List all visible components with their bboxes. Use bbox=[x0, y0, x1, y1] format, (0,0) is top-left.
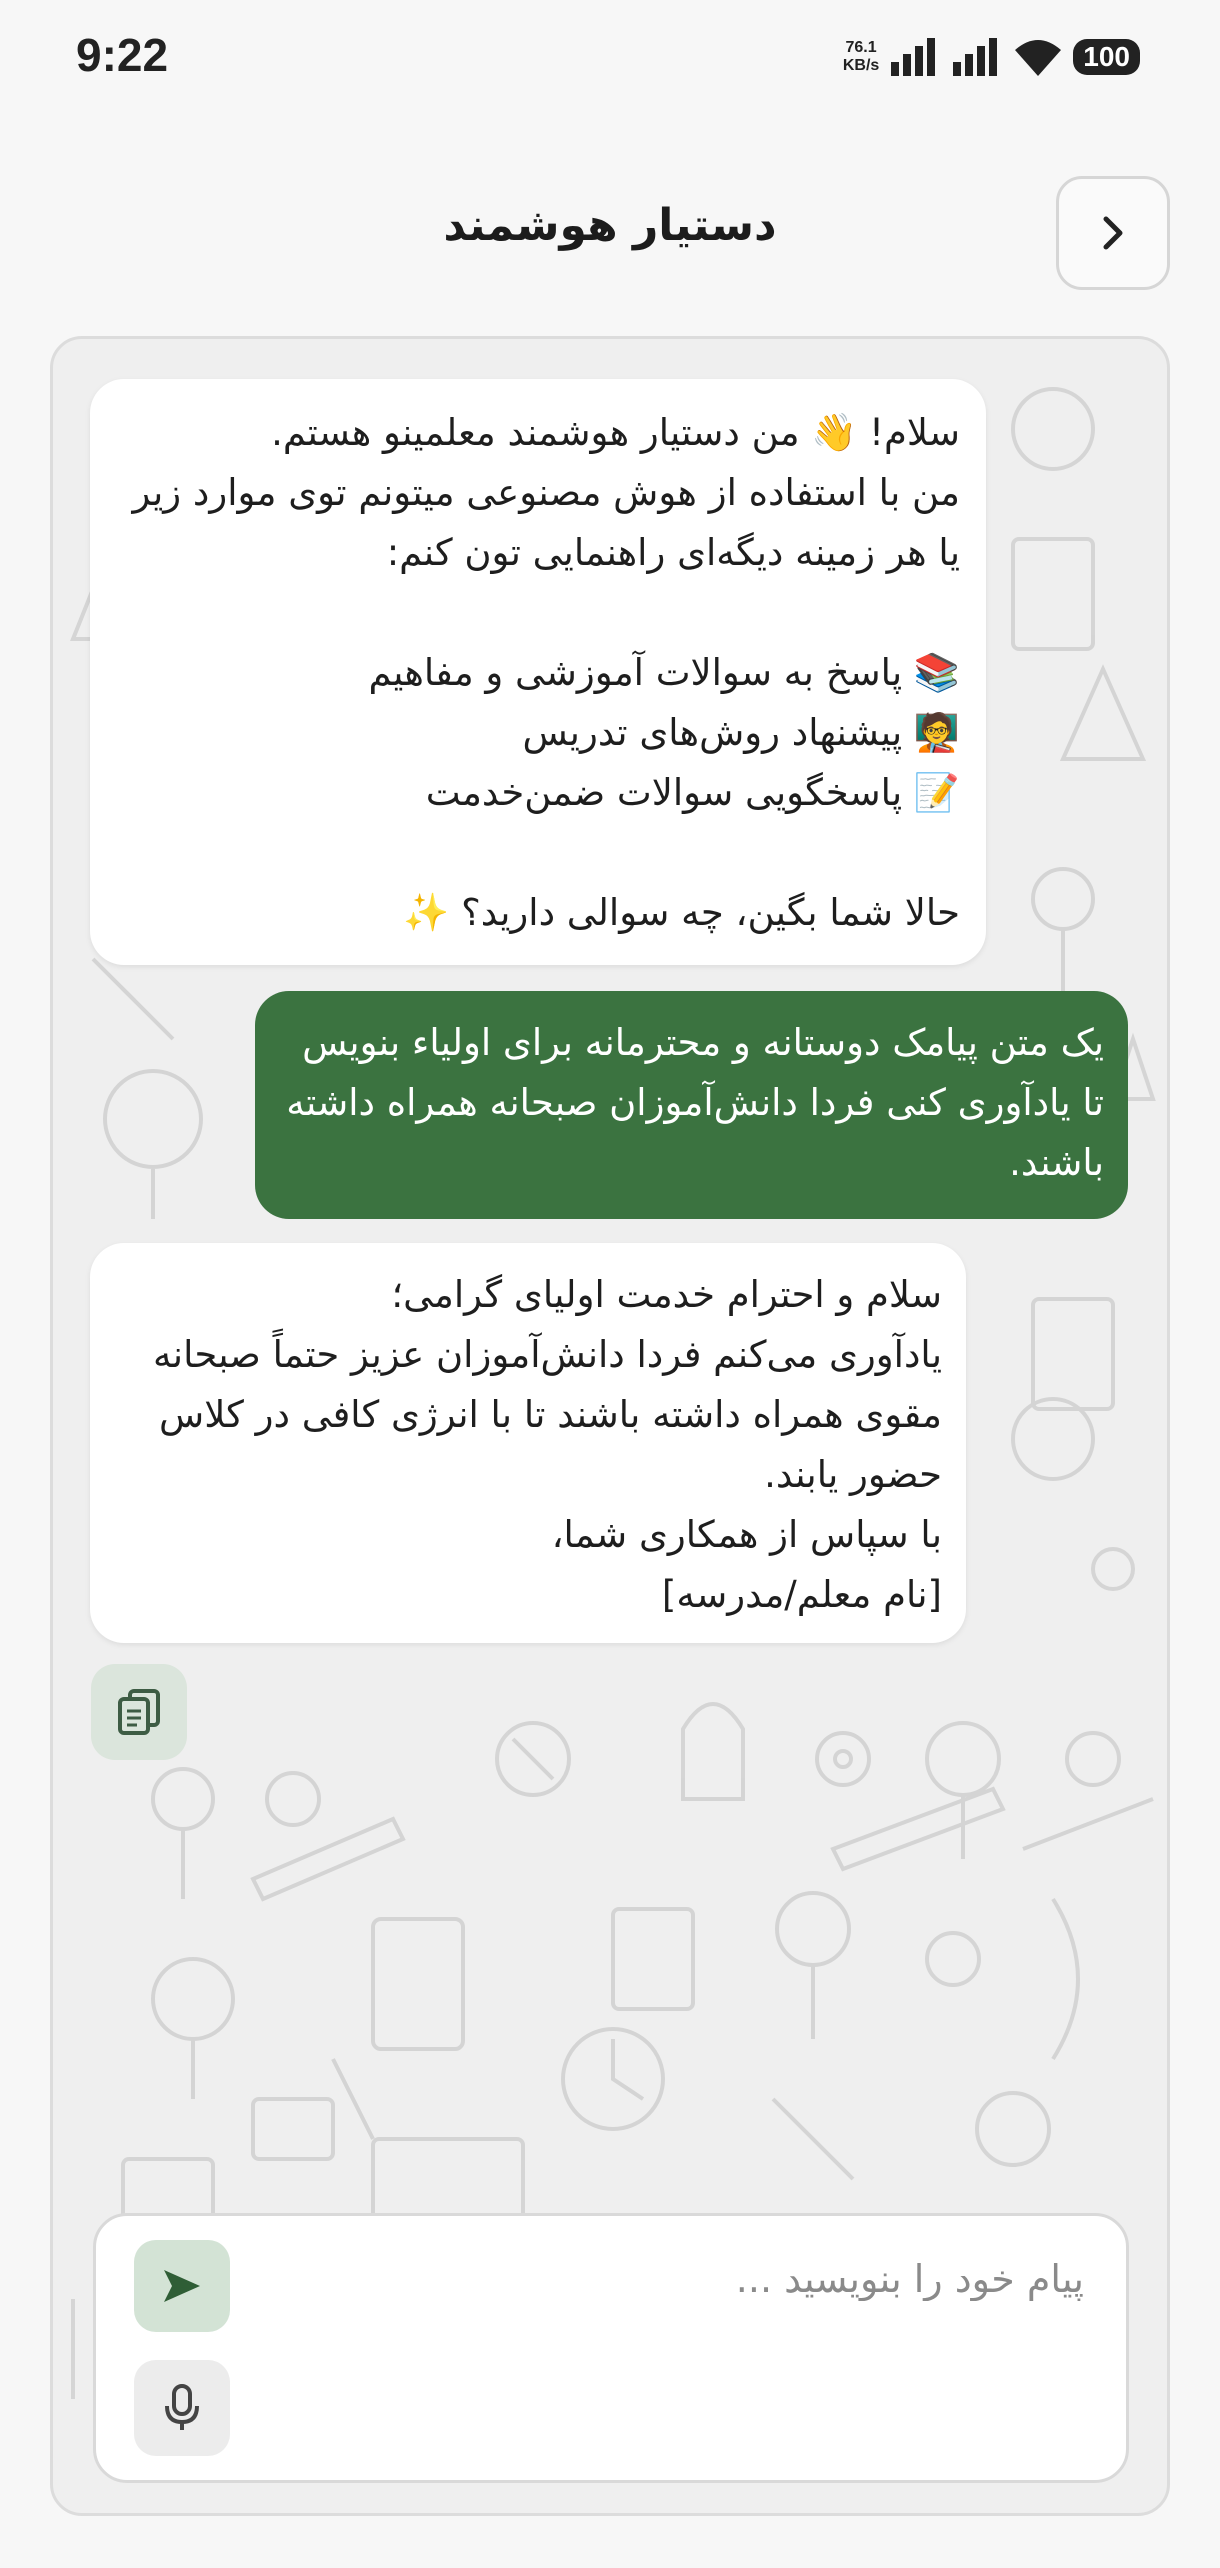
message-bubble-bot: سلام! 👋 من دستیار هوشمند معلمینو هستم. من با استفاده از هوش مصنوعی میتونم توی موارد زیر یا هر زمینه دیگه‌ای راهنمایی تون کنم: 📚 پاسخ به سوالات آموزشی و مفاهیم 🧑‍🏫 پیشنهاد روش‌های تدریس 📝 پاسخگویی سوالات ضمن‌خدمت حالا شما بگین، چه سوالی دارید؟ ✨ bbox=[90, 379, 986, 965]
microphone-button[interactable] bbox=[134, 2360, 230, 2456]
battery-icon: 100 bbox=[1073, 39, 1140, 75]
copy-button[interactable] bbox=[91, 1664, 187, 1760]
status-bar bbox=[0, 0, 1220, 115]
send-button[interactable] bbox=[134, 2240, 230, 2332]
copy-icon bbox=[116, 1687, 162, 1737]
page-title: دستیار هوشمند bbox=[443, 200, 777, 251]
network-speed: 76.1 KB/s bbox=[842, 39, 880, 74]
status-icons bbox=[843, 32, 1140, 82]
chat-panel[interactable] bbox=[50, 336, 1170, 2516]
message-input[interactable] bbox=[282, 2248, 1086, 2310]
message-composer bbox=[93, 2213, 1129, 2483]
message-bubble-bot: سلام و احترام خدمت اولیای گرامی؛ یادآوری می‌کنم فردا دانش‌آموزان عزیز حتماً صبحانه مقوی همراه داشته باشند تا با انرژی کافی در کلاس حضور یابند. با سپاس از همکاری شما، [نام معلم/مدرسه] bbox=[90, 1243, 966, 1643]
wifi-icon bbox=[1013, 38, 1063, 76]
message-bubble-user: یک متن پیامک دوستانه و محترمانه برای اولیاء بنویس تا یادآوری کنی فردا دانش‌آموزان صبحانه همراه داشته باشند. bbox=[255, 991, 1128, 1219]
send-icon bbox=[160, 2266, 204, 2306]
microphone-icon bbox=[162, 2382, 202, 2434]
status-time: 9:22 bbox=[76, 29, 169, 81]
signal-icon bbox=[889, 38, 941, 76]
chevron-right-icon bbox=[1098, 213, 1128, 253]
signal-icon bbox=[951, 38, 1003, 76]
back-button[interactable] bbox=[1056, 176, 1170, 290]
header bbox=[0, 170, 1220, 290]
